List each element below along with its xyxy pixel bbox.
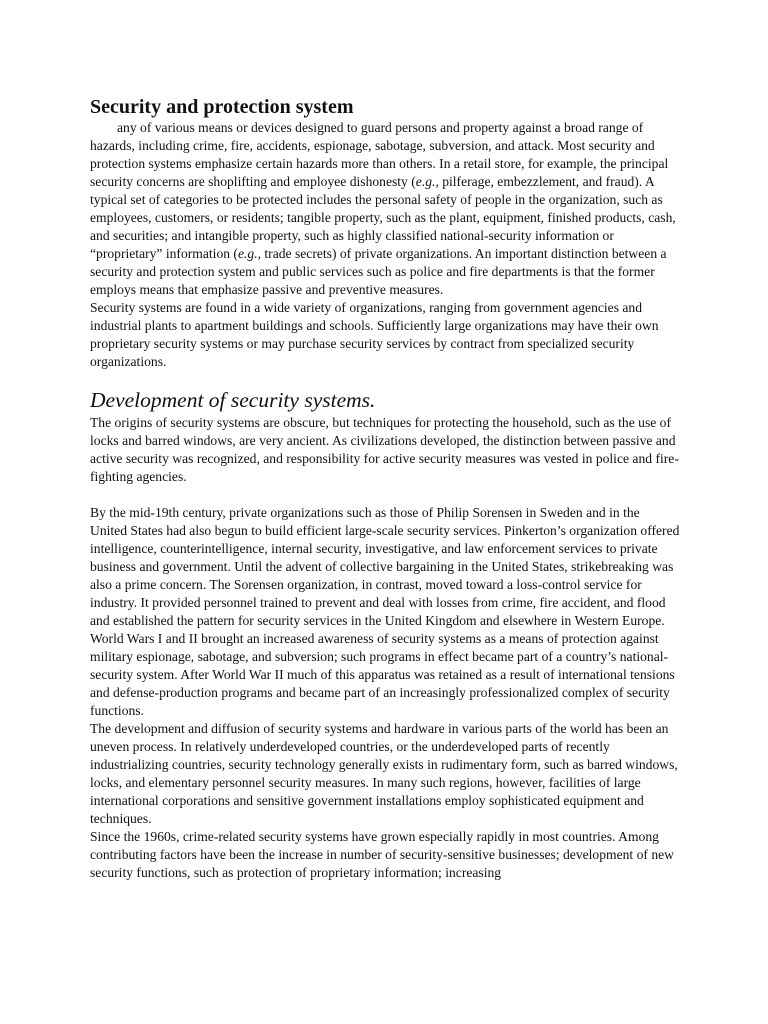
eg-abbreviation: e.g.,: [237, 246, 261, 261]
section-paragraph-3: World Wars I and II brought an increased awareness of security systems as a means of protection against military espionage, sabotage, and subversion; such programs in effect became part of a country’s national-security system. After World War II much of this apparatus was retained as a result of international tensions and defense-production programs and became part of an increasingly professionalized complex of security functions.: [90, 631, 675, 718]
section-heading: Development of security systems.: [90, 388, 376, 412]
intro-text-c: trade secrets) of private organizations. An important distinction between a security and protection system and public services such as police and fire departments is that the former employs means that emphasize passive and preventive measures.: [90, 246, 667, 297]
eg-abbreviation: e.g.,: [415, 174, 439, 189]
document-title: Security and protection system: [90, 96, 354, 118]
section-paragraph-2: By the mid-19th century, private organizations such as those of Philip Sorensen in Sweden and in the United States had also begun to build efficient large-scale security services. Pinkerton’s organization offered intelligence, counterintelligence, internal security, investigative, and law enforcement services to private business and government. Until the advent of collective bargaining in the United States, strikebreaking was also a prime concern. The Sorensen organization, in contrast, moved toward a loss-control service for industry. It provided personnel trained to prevent and deal with losses from crime, fire accident, and flood and established the pattern for security services in the United Kingdom and elsewhere in Western Europe.: [90, 505, 680, 628]
intro-text-a: any of various means or devices designed to guard persons and property against a broad range of hazards, including crime, fire, accidents, espionage, sabotage, subversion, and attack. Most security and protection systems emphasize certain hazards more than others. In a retail store, for example, the principal security concerns are shoplifting and employee dishonesty (: [90, 120, 669, 189]
document-page: [90, 95, 680, 882]
intro-text-b: pilferage, embezzlement, and fraud). A typical set of categories to be protected includes the personal safety of people in the organization, such as employees, customers, or residents; tangible property, such as the plant, equipment, finished products, cash, and securities; and intangible property, such as highly classified national-security information or “proprietary” information (: [90, 174, 676, 261]
paragraph-gap: [90, 486, 680, 504]
section-paragraph-1: The origins of security systems are obscure, but techniques for protecting the household, such as the use of locks and barred windows, are very ancient. As civilizations developed, the distinction between passive and active security was recognized, and responsibility for active security measures was vested in police and fire-fighting agencies.: [90, 415, 679, 484]
section-paragraph-4: The development and diffusion of security systems and hardware in various parts of the world has been an uneven process. In relatively underdeveloped countries, or the underdeveloped parts of recently industrializing countries, security technology generally exists in rudimentary form, such as barred windows, locks, and elementary personnel security measures. In many such regions, however, facilities of large international corporations and sensitive government installations employ sophisticated equipment and techniques.: [90, 721, 678, 826]
intro-paragraph-1: [90, 119, 680, 299]
intro-paragraph-2: Security systems are found in a wide variety of organizations, ranging from government agencies and industrial plants to apartment buildings and schools. Sufficiently large organizations may have their own proprietary security systems or may purchase security services by contract from specialized security organizations.: [90, 300, 659, 369]
section-paragraph-5: Since the 1960s, crime-related security systems have grown especially rapidly in most countries. Among contributing factors have been the increase in number of security-sensitive businesses; development of new security functions, such as protection of proprietary information; increasing: [90, 829, 674, 880]
